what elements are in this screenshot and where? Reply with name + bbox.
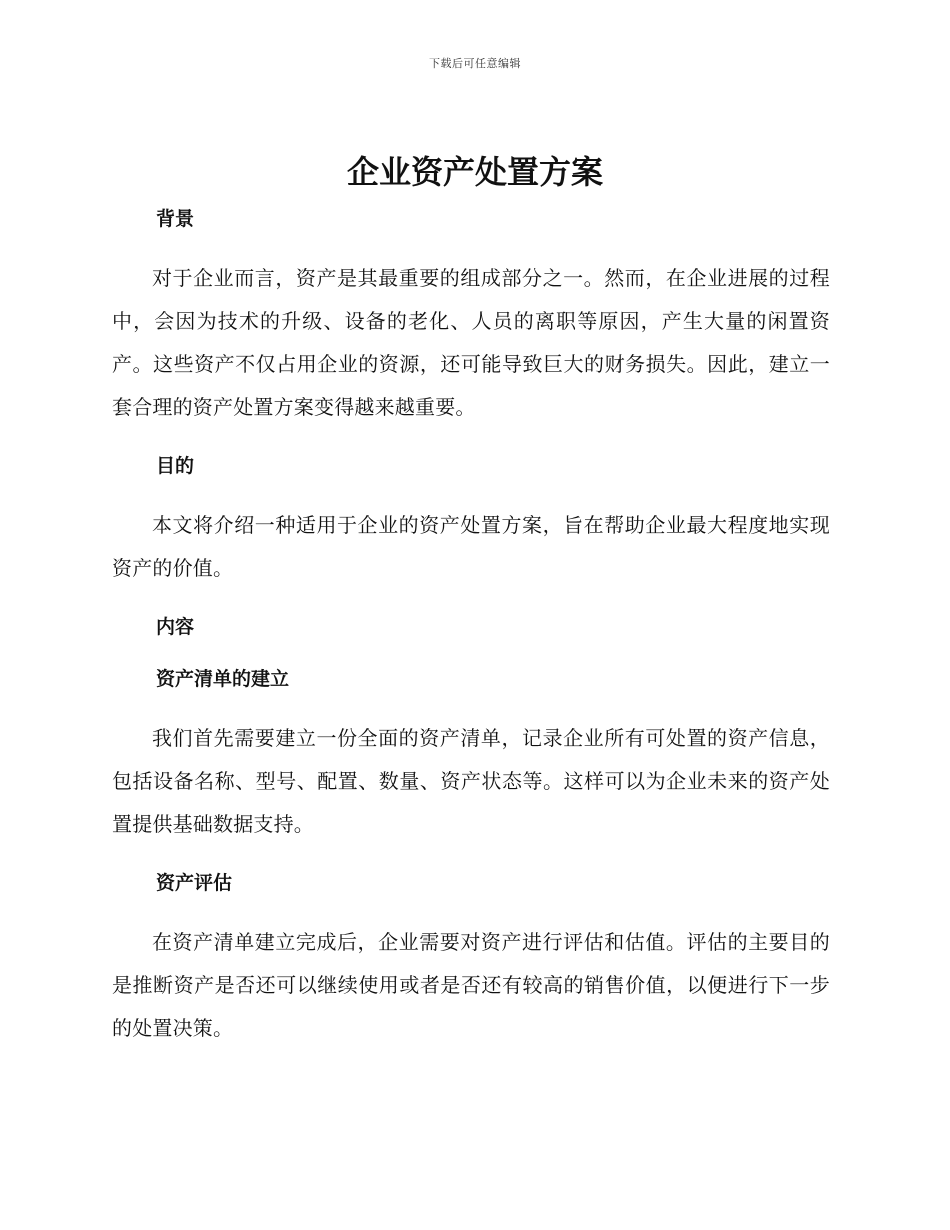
section-paragraph-purpose: 本文将介绍一种适用于企业的资产处置方案，旨在帮助企业最大程度地实现资产的价值。 — [112, 513, 830, 580]
section-heading-content: 内容 — [156, 616, 195, 638]
section-heading-purpose: 目的 — [156, 455, 195, 477]
section-paragraph-inventory: 我们首先需要建立一份全面的资产清单，记录企业所有可处置的资产信息，包括设备名称、型号、配置、数量、资产状态等。这样可以为企业未来的资产处置提供基础数据支持。 — [112, 726, 830, 836]
section-paragraph-background: 对于企业而言，资产是其最重要的组成部分之一。然而，在企业进展的过程中，会因为技术的升级、设备的老化、人员的离职等原因，产生大量的闲置资产。这些资产不仅占用企业的资源，还可能导致巨大的财务损失。因此，建立一套合理的资产处置方案变得越来越重要。 — [112, 266, 830, 419]
section-heading-inventory: 资产清单的建立 — [156, 668, 290, 690]
document-body — [112, 204, 830, 1050]
section-paragraph-evaluation: 在资产清单建立完成后，企业需要对资产进行评估和估值。评估的主要目的是推断资产是否还可以继续使用或者是否还有较高的销售价值，以便进行下一步的处置决策。 — [112, 930, 830, 1040]
section-heading-evaluation: 资产评估 — [156, 872, 233, 894]
section-heading-background: 背景 — [156, 208, 195, 230]
page-header-note: 下载后可任意编辑 — [429, 57, 521, 70]
document-title: 企业资产处置方案 — [346, 153, 603, 191]
